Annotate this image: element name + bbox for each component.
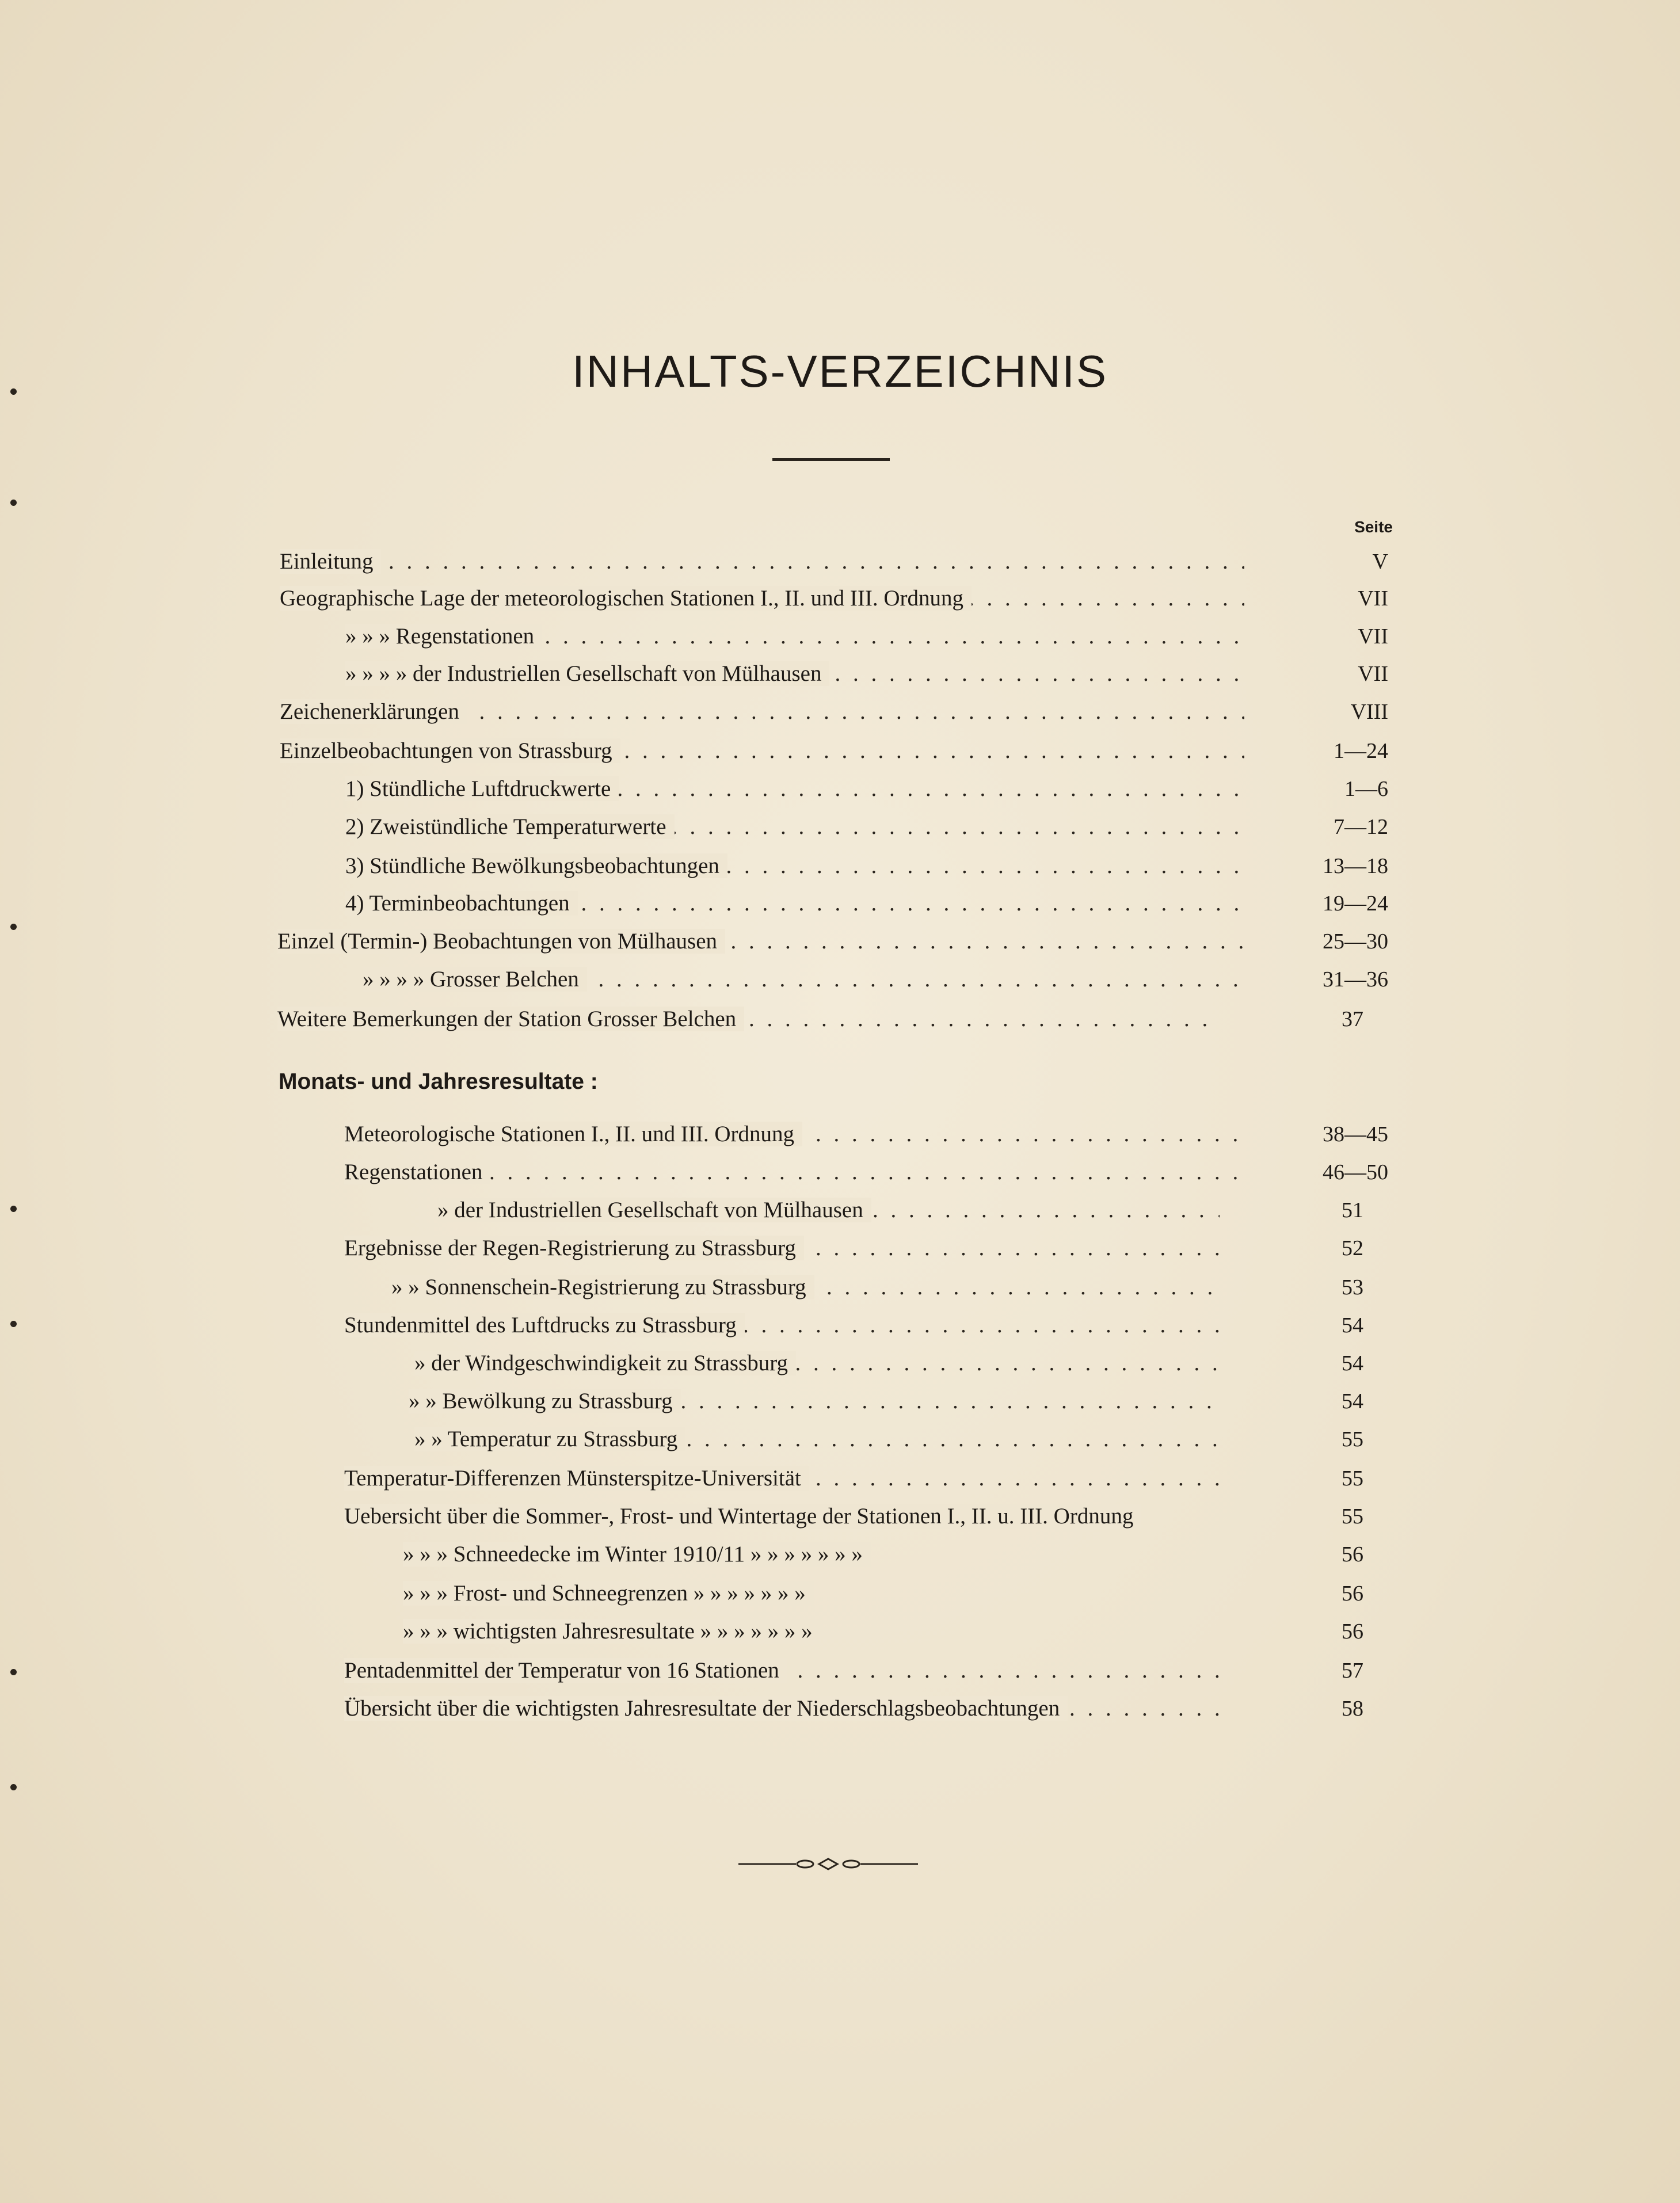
toc-entry-page: V [1372, 550, 1388, 574]
toc-entry-page: 55 [1342, 1504, 1363, 1529]
toc-entry-page: 31—36 [1323, 967, 1388, 992]
toc-entry-page: 25—30 [1323, 929, 1388, 954]
toc-entry-page: 53 [1342, 1275, 1363, 1299]
toc-entry-page: VII [1358, 586, 1388, 611]
toc-entry-page: 58 [1342, 1697, 1363, 1721]
toc-entry-text: 2) Zweistündliche Temperaturwerte [345, 814, 675, 839]
toc-entry[interactable] [403, 1535, 1363, 1573]
toc-entry-text: 4) Terminbeobachtungen [345, 891, 578, 916]
toc-entry-page: 38—45 [1323, 1122, 1388, 1146]
toc-entry[interactable] [363, 961, 1388, 998]
toc-entry-text: Zeichenerklärungen [280, 699, 467, 724]
section-heading: Monats- und Jahresresultate : [279, 1069, 598, 1094]
toc-entry[interactable] [403, 1575, 1363, 1613]
toc-entry[interactable] [345, 808, 1388, 846]
toc-entry-text: Übersicht über die wichtigsten Jahresresultate der Niederschlagsbeobachtungen [344, 1696, 1068, 1721]
toc-entry-text: Regenstationen [344, 1160, 490, 1184]
toc-entry[interactable] [344, 1652, 1363, 1690]
toc-entry-text: Geographische Lage der meteorologischen Stationen I., II. und III. Ordnung [280, 586, 972, 611]
title-rule [772, 458, 890, 461]
toc-entry[interactable] [344, 1497, 1363, 1535]
binding-hole [10, 1321, 17, 1327]
toc-entry[interactable] [345, 770, 1388, 808]
toc-entry[interactable] [437, 1191, 1363, 1229]
toc-entry[interactable] [344, 1690, 1363, 1728]
toc-entry-text: Meteorologische Stationen I., II. und III. Ordnung [344, 1122, 802, 1146]
toc-entry-text: » » Sonnenschein-Registrierung zu Strassburg [391, 1275, 814, 1299]
toc-entry[interactable] [277, 1000, 1363, 1038]
toc-entry-text: 1) Stündliche Luftdruckwerte [345, 776, 619, 801]
toc-entry[interactable] [345, 847, 1388, 885]
binding-hole [10, 500, 17, 506]
toc-entry-page: 55 [1342, 1466, 1363, 1491]
toc-entry[interactable] [345, 655, 1388, 693]
toc-entry-text: Einzel (Termin-) Beobachtungen von Mülhausen [277, 929, 725, 954]
toc-entry-text: » » Temperatur zu Strassburg [414, 1427, 685, 1451]
toc-entry[interactable] [280, 543, 1388, 581]
toc-entry[interactable] [277, 923, 1388, 961]
toc-entry[interactable] [409, 1382, 1363, 1420]
toc-entry-page: 56 [1342, 1619, 1363, 1644]
toc-entry-text: » » » » Grosser Belchen [363, 967, 587, 992]
toc-entry-text: Einzelbeobachtungen von Strassburg [280, 738, 620, 763]
toc-entry[interactable] [345, 885, 1388, 923]
toc-entry-page: 54 [1342, 1351, 1363, 1375]
binding-hole [10, 1206, 17, 1212]
binding-hole [10, 1784, 17, 1790]
toc-entry-page: 55 [1342, 1427, 1363, 1451]
toc-entry[interactable] [344, 1306, 1363, 1344]
toc-entry-text: » » » Schneedecke im Winter 1910/11 » » » » » » » [403, 1542, 871, 1567]
toc-entry-page: 1—24 [1334, 739, 1388, 763]
toc-entry-page: VII [1358, 662, 1388, 686]
toc-entry-page: 56 [1342, 1542, 1363, 1567]
toc-entry-page: VII [1358, 624, 1388, 649]
toc-entry[interactable] [414, 1420, 1363, 1458]
toc-entry[interactable] [345, 618, 1388, 655]
toc-entry[interactable] [403, 1613, 1363, 1651]
page-title: INHALTS-VERZEICHNIS [572, 346, 1108, 397]
toc-entry-text: » » » » der Industriellen Gesellschaft von Mülhausen [345, 661, 829, 686]
toc-entry-text: Stundenmittel des Luftdrucks zu Strassburg [344, 1313, 745, 1337]
toc-entry-text: Uebersicht über die Sommer-, Frost- und Wintertage der Stationen I., II. u. III. Ordnung [344, 1504, 1141, 1529]
binding-hole [10, 1669, 17, 1675]
toc-entry-text: Pentadenmittel der Temperatur von 16 Stationen [344, 1658, 787, 1683]
page-column-label: Seite [1354, 518, 1393, 536]
toc-entry-page: 46—50 [1323, 1160, 1388, 1184]
toc-entry-page: 56 [1342, 1581, 1363, 1606]
binding-hole [10, 924, 17, 930]
toc-entry-text: Einleitung [280, 549, 381, 574]
toc-entry-text: » der Industriellen Gesellschaft von Mülhausen [437, 1198, 871, 1222]
toc-entry[interactable] [280, 693, 1388, 731]
toc-entry-page: 52 [1342, 1236, 1363, 1260]
toc-entry[interactable] [344, 1459, 1363, 1497]
toc-entry-page: 51 [1342, 1198, 1363, 1222]
toc-entry-text: » » » Regenstationen [345, 624, 542, 649]
toc-entry-page: 37 [1342, 1007, 1363, 1031]
toc-entry-text: » der Windgeschwindigkeit zu Strassburg [414, 1351, 796, 1375]
toc-entry[interactable] [344, 1115, 1388, 1153]
toc-entry-text: » » Bewölkung zu Strassburg [409, 1389, 681, 1413]
toc-entry[interactable] [280, 580, 1388, 618]
toc-entry-page: 13—18 [1323, 854, 1388, 878]
toc-entry-text: Ergebnisse der Regen-Registrierung zu Strassburg [344, 1236, 804, 1260]
toc-entry-page: 54 [1342, 1313, 1363, 1337]
toc-entry-page: 19—24 [1323, 891, 1388, 916]
toc-entry-text: » » » Frost- und Schneegrenzen » » » » » » » [403, 1581, 814, 1606]
toc-entry-page: 54 [1342, 1389, 1363, 1413]
toc-entry-page: 1—6 [1344, 777, 1388, 801]
toc-entry-text: Weitere Bemerkungen der Station Grosser Belchen [277, 1007, 744, 1031]
toc-entry-text: 3) Stündliche Bewölkungsbeobachtungen [345, 853, 727, 878]
toc-entry[interactable] [344, 1229, 1363, 1267]
toc-entry-page: VIII [1350, 700, 1388, 724]
toc-entry[interactable] [391, 1268, 1363, 1306]
toc-entry-page: 57 [1342, 1659, 1363, 1683]
toc-entry-page: 7—12 [1334, 815, 1388, 839]
end-ornament [738, 1855, 918, 1873]
toc-entry[interactable] [280, 732, 1388, 770]
toc-entry-text: » » » wichtigsten Jahresresultate » » » » » » » [403, 1619, 821, 1644]
toc-entry-text: Temperatur-Differenzen Münsterspitze-Universität [344, 1466, 809, 1491]
toc-entry[interactable] [414, 1344, 1363, 1382]
toc-entry[interactable] [344, 1153, 1388, 1191]
